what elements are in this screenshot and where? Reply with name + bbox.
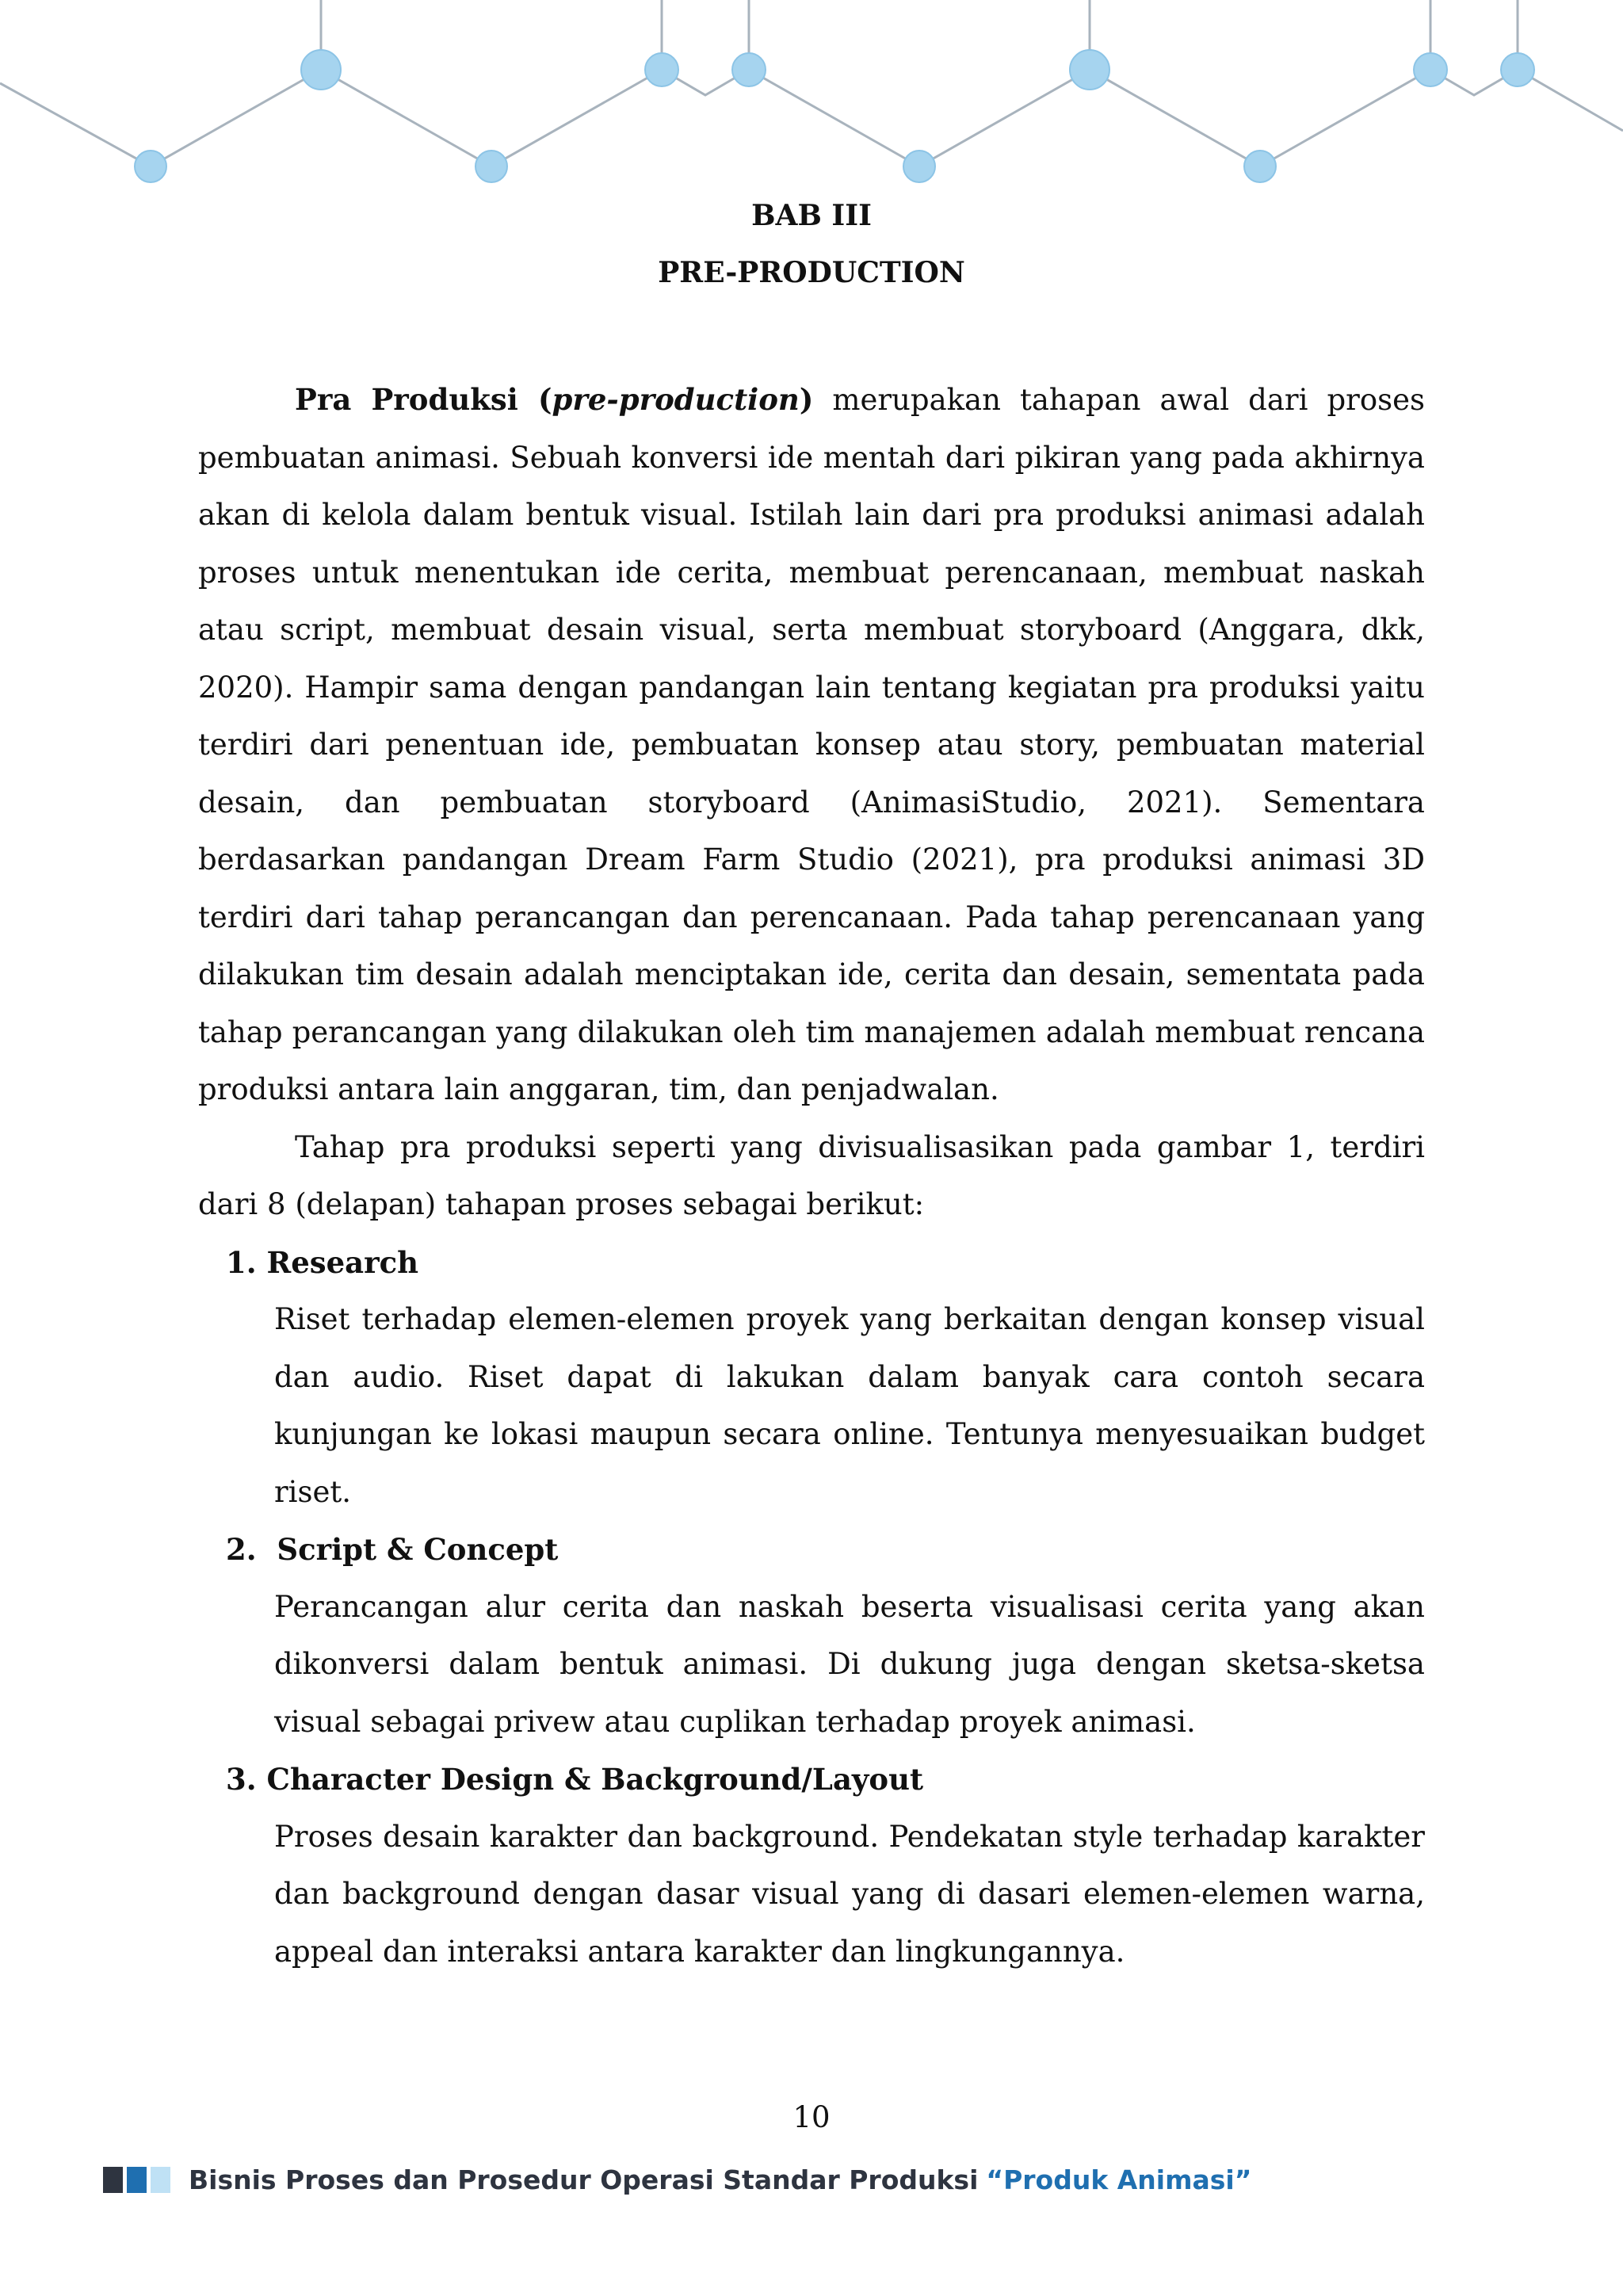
list-item-research xyxy=(198,1234,1425,1522)
decor-dot xyxy=(475,151,507,182)
decor-dot xyxy=(301,50,341,90)
page-number: 10 xyxy=(792,2100,831,2134)
intro-paragraph xyxy=(198,371,1425,1119)
decor-dot xyxy=(1070,50,1109,90)
intro-bold-lead: Pra Produksi ( xyxy=(295,382,552,417)
decor-dot xyxy=(732,53,766,86)
decor-dot xyxy=(1414,53,1447,86)
intro-italic-term: pre-production xyxy=(552,382,800,417)
list-item-character-design xyxy=(198,1751,1425,1981)
list-item-script-concept xyxy=(198,1521,1425,1751)
list-item-title: 3. Character Design & Background/Layout xyxy=(226,1762,924,1797)
main-content xyxy=(198,371,1425,1981)
list-item-body: Riset terhadap elemen-elemen proyek yang berkaitan dengan konsep visual dan audio. Riset dapat di lakukan dalam banyak cara contoh secara kunjungan ke lokasi maupun secara online. Tentunya menyesuaikan budget riset. xyxy=(274,1302,1425,1509)
footer-accent: “Produk Animasi” xyxy=(986,2164,1252,2195)
decor-dot xyxy=(1501,53,1534,86)
stages-paragraph: Tahap pra produksi seperti yang divisualisasikan pada gambar 1, terdiri dari 8 (delapan) tahapan proses sebagai berikut: xyxy=(198,1129,1425,1221)
list-item-title: 2. Script & Concept xyxy=(226,1532,559,1567)
decor-dot xyxy=(135,151,166,182)
list-item-body: Perancangan alur cerita dan naskah beserta visualisasi cerita yang akan dikonversi dalam bentuk animasi. Di dukung juga dengan sketsa-sketsa visual sebagai privew atau cuplikan terhadap proyek animasi. xyxy=(274,1589,1425,1739)
footer xyxy=(103,2164,1251,2195)
decor-dot xyxy=(645,53,678,86)
list-item-body: Proses desain karakter dan background. Pendekatan style terhadap karakter dan background dengan dasar visual yang di dasari elemen-elemen warna, appeal dan interaksi antara karakter dan lingkungannya. xyxy=(274,1819,1425,1969)
intro-text: merupakan tahapan awal dari proses pembuatan animasi. Sebuah konversi ide mentah dari pikiran yang pada akhirnya akan di kelola dalam bentuk visual. Istilah lain dari pra produksi animasi adalah proses untuk menentukan ide cerita, membuat perencanaan, membuat naskah atau script, membuat desain visual, serta membuat storyboard (Anggara, dkk, 2020). Hampir sama dengan pandangan lain tentang kegiatan pra produksi yaitu terdiri dari penentuan ide, pembuatan konsep atau story, pembuatan material desain, dan pembuatan storyboard (AnimasiStudio, 2021). Sementara berdasarkan pandangan Dream Farm Studio (2021), pra produksi animasi 3D terdiri dari tahap perancangan dan perencanaan. Pada tahap perencanaan yang dilakukan tim desain adalah menciptakan ide, cerita dan desain, sementata pada tahap perancangan yang dilakukan oleh tim manajemen adalah membuat rencana produksi antara lain anggaran, tim, dan penjadwalan. xyxy=(198,383,1426,1106)
list-item-title: 1. Research xyxy=(226,1244,419,1280)
intro-bold-close: ) xyxy=(799,382,814,417)
footer-squares-icon xyxy=(103,2167,174,2193)
decor-dot xyxy=(903,151,935,182)
chapter-title: PRE-PRODUCTION xyxy=(658,256,965,289)
footer-text: Bisnis Proses dan Prosedur Operasi Standar Produksi xyxy=(189,2164,979,2195)
decor-dot xyxy=(1244,151,1276,182)
header-molecule-decoration xyxy=(0,0,1623,198)
chapter-label: BAB III xyxy=(751,199,872,232)
